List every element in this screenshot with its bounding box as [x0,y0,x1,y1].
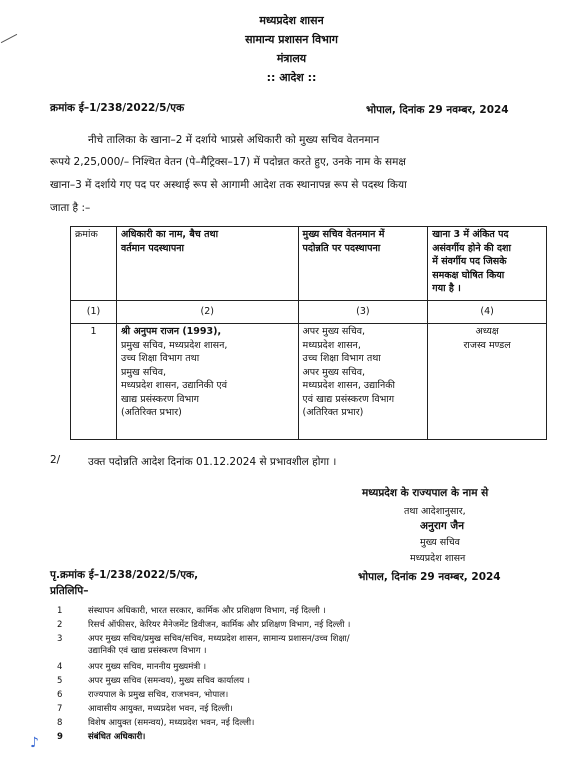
signatory-designation: मुख्य सचिव [420,537,460,548]
signature-authority: मध्यप्रदेश के राज्यपाल के नाम से [362,487,489,499]
row-serial: 1 [71,324,117,440]
col-num-4: (4) [428,301,547,324]
order-number: क्रमांक ई–1/238/2022/5/एक [50,102,185,114]
ministry-name: मंत्रालय [276,52,307,65]
signature-order: तथा आदेशानुसार, [404,506,466,517]
department-name: सामान्य प्रशासन विभाग [245,33,338,46]
order-heading: :: आदेश :: [266,71,317,84]
row-posting: अपर मुख्य सचिव, मध्यप्रदेश शासन, उच्च शिक्षा विभाग तथा अपर मुख्य सचिव, मध्यप्रदेश शासन, उद्यानिकी एवं खाद्य प्रसंस्करण विभाग (अतिरिक्त प्रभार) [298,324,428,440]
header-equivalent: खाना 3 में अंकित पद असंवर्गीय होने की दशा में संवर्गीय पद जिसके समकक्ष घोषित किया गया है । [428,227,547,301]
endorsement-place-date: भोपाल, दिनांक 29 नवम्बर, 2024 [358,571,501,583]
govt-name: मध्यप्रदेश शासन [259,14,324,27]
column-number-row [71,301,547,324]
table-header-row [71,227,547,301]
copy-label: प्रतिलिपि– [50,585,89,597]
promotion-table [70,226,547,440]
para2-text: उक्त पदोन्नति आदेश दिनांक 01.12.2024 से प्रभावशील होगा । [88,456,337,468]
col-num-2: (2) [116,301,298,324]
para-line-1: नीचे तालिका के खाना–2 में दर्शाये भाप्रसे अधिकारी को मुख्य सचिव वेतनमान [88,134,380,146]
list-item: 3 अपर मुख्य सचिव/प्रमुख सचिव/सचिव, मध्यप्रदेश शासन, सामान्य प्रशासन/उच्च शिक्षा/ उद्यानिकी एवं खाद्य प्रसंस्करण विभाग । [57,634,350,656]
para-line-3: खाना–3 में दर्शाये गए पद पर अस्थाई रूप से आगामी आदेश तक स्थानापन्न रूप से पदस्थ किया [50,179,407,191]
col-num-3: (3) [298,301,428,324]
row-equivalent: अध्यक्ष राजस्व मण्डल [428,324,547,440]
copy-list: 1 संस्थापन अधिकारी, भारत सरकार, कार्मिक और प्रशिक्षण विभाग, नई दिल्ली । 2 रिसर्च ऑफीसर, केरियर मैनेजमेंट डिवीजन, कार्मिक और प्रशिक्षण विभाग, नई दिल्ली । 3 अपर मुख्य सचिव/प्रमुख सचिव/सचिव, मध्यप्रदेश शासन, सामान्य प्रशासन/उच्च शिक्षा/ उद्यानिकी एवं खाद्य प्रसंस्करण विभाग । 4 अपर मुख्य सचिव, माननीय मुख्यमंत्री । 5 अपर मुख्य सचिव (समन्वय), मुख्य सचिव कार्यालय । 6 राज्यपाल के प्रमुख सचिव, राजभवन, भोपाल। 7 आवासीय आयुक्त, मध्यप्रदेश भवन, नई दिल्ली। 8 विशेष आयुक्त (समन्वय), मध्यप्रदेश भवन, नई दिल्ली। 9 संबंधित अधिकारी। [57,606,547,746]
header-officer: अधिकारी का नाम, बैच तथा वर्तमान पदस्थापना [116,227,298,301]
endorsement-number: पृ.क्रमांक ई–1/238/2022/5/एक, [50,569,199,581]
header-posting: मुख्य सचिव वेतनमान में पदोन्नति पर पदस्थापना [298,227,428,301]
col-num-1: (1) [71,301,117,324]
order-place-date: भोपाल, दिनांक 29 नवम्बर, 2024 [366,104,509,116]
table-row [71,324,547,440]
header-serial: क्रमांक [71,227,117,301]
pen-mark-icon: ♪ [30,735,39,751]
signatory-govt: मध्यप्रदेश शासन [410,553,466,564]
para-line-4: जाता है :– [50,202,91,214]
row-officer: श्री अनुपम राजन (1993), प्रमुख सचिव, मध्यप्रदेश शासन, उच्च शिक्षा विभाग तथा प्रमुख सचिव, मध्यप्रदेश शासन, उद्यानिकी एवं खाद्य प्रसंस्करण विभाग (अतिरिक्त प्रभार) [116,324,298,440]
para2-number: 2/ [50,454,61,466]
para-line-2: रूपये 2,25,000/– निश्चित वेतन (पे–मैट्रिक्स–17) में पदोन्नत करते हुए, उनके नाम के समक्ष [50,156,406,168]
signatory-name: अनुराग जैन [420,520,465,532]
